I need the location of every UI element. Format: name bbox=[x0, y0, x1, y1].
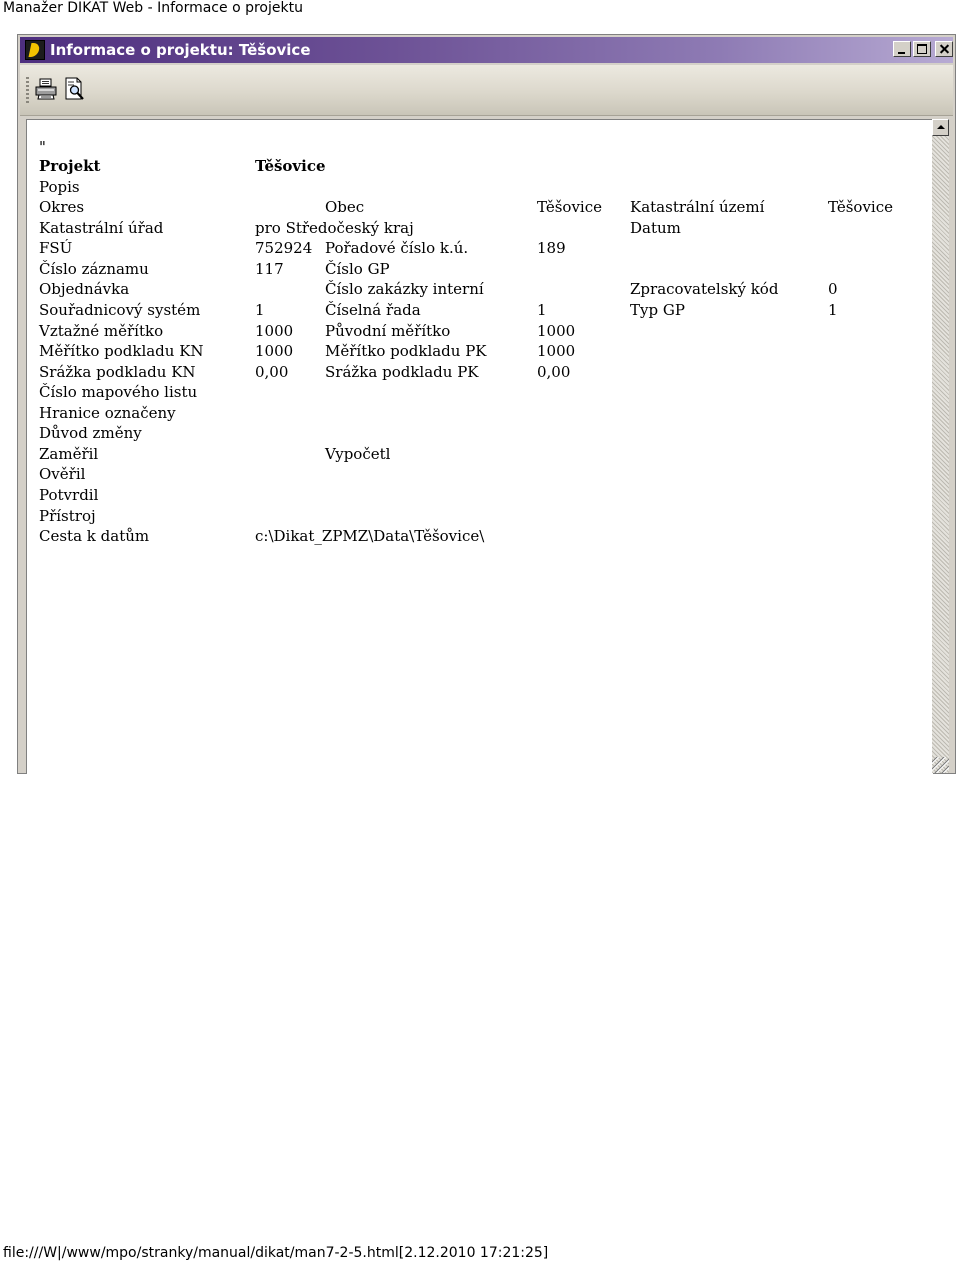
label-cislo-mapoveho-listu: Číslo mapového listu bbox=[39, 383, 198, 401]
value-souradnicovy-system: 1 bbox=[255, 301, 265, 319]
label-pristroj: Přístroj bbox=[39, 507, 96, 525]
label-meritko-podkladu-kn: Měřítko podkladu KN bbox=[39, 342, 204, 360]
label-puvodni-meritko: Původní měřítko bbox=[325, 322, 451, 340]
label-katastralni-urad: Katastrální úřad bbox=[39, 219, 164, 237]
label-poradove-cislo: Pořadové číslo k.ú. bbox=[325, 239, 469, 257]
value-ciselna-rada: 1 bbox=[537, 301, 547, 319]
label-meritko-podkladu-pk: Měřítko podkladu PK bbox=[325, 342, 487, 360]
minimize-icon[interactable] bbox=[893, 41, 911, 57]
value-vztazne-meritko: 1000 bbox=[255, 322, 294, 340]
value-cesta-k-datum: c:\Dikat_ZPMZ\Data\Těšovice\ bbox=[255, 527, 485, 545]
label-popis: Popis bbox=[39, 178, 80, 196]
print-preview-icon[interactable] bbox=[63, 77, 87, 101]
label-datum: Datum bbox=[630, 219, 681, 237]
label-souradnicovy-system: Souřadnicový systém bbox=[39, 301, 201, 319]
value-meritko-podkladu-kn: 1000 bbox=[255, 342, 294, 360]
label-hranice-oznaceny: Hranice označeny bbox=[39, 404, 176, 422]
toolbar bbox=[20, 65, 953, 116]
label-projekt: Projekt bbox=[39, 157, 101, 175]
label-fsu: FSÚ bbox=[39, 239, 73, 257]
value-zpracovatelsky-kod: 0 bbox=[828, 280, 838, 298]
value-typ-gp: 1 bbox=[828, 301, 838, 319]
page-header: Manažer DIKAT Web - Informace o projektu bbox=[3, 0, 303, 16]
value-obec: Těšovice bbox=[537, 198, 602, 216]
title-bar[interactable] bbox=[20, 37, 953, 63]
resize-grip-icon[interactable] bbox=[932, 757, 949, 773]
value-katastralni-urad: pro Středočeský kraj bbox=[255, 219, 414, 237]
label-okres: Okres bbox=[39, 198, 85, 216]
label-obec: Obec bbox=[325, 198, 365, 216]
label-srazka-podkladu-pk: Srážka podkladu PK bbox=[325, 363, 479, 381]
label-cesta-k-datum: Cesta k datům bbox=[39, 527, 150, 545]
maximize-icon[interactable] bbox=[913, 41, 931, 57]
toolbar-grip-icon[interactable] bbox=[26, 77, 29, 103]
value-srazka-podkladu-kn: 0,00 bbox=[255, 363, 289, 381]
value-cislo-zaznamu: 117 bbox=[255, 260, 284, 278]
project-info-window bbox=[17, 34, 956, 774]
value-srazka-podkladu-pk: 0,00 bbox=[537, 363, 571, 381]
label-objednavka: Objednávka bbox=[39, 280, 130, 298]
label-typ-gp: Typ GP bbox=[630, 301, 685, 319]
value-projekt: Těšovice bbox=[255, 157, 326, 175]
label-zameril: Zaměřil bbox=[39, 445, 99, 463]
label-potvrdil: Potvrdil bbox=[39, 486, 99, 504]
value-meritko-podkladu-pk: 1000 bbox=[537, 342, 576, 360]
label-cislo-zaznamu: Číslo záznamu bbox=[39, 260, 149, 278]
report-area bbox=[26, 119, 933, 774]
print-icon[interactable] bbox=[34, 77, 58, 101]
label-srazka-podkladu-kn: Srážka podkladu KN bbox=[39, 363, 196, 381]
value-poradove-cislo: 189 bbox=[537, 239, 566, 257]
label-cislo-gp: Číslo GP bbox=[325, 260, 390, 278]
label-zpracovatelsky-kod: Zpracovatelský kód bbox=[630, 280, 779, 298]
label-katastralni-uzemi: Katastrální území bbox=[630, 198, 765, 216]
value-katastralni-uzemi: Těšovice bbox=[828, 198, 893, 216]
close-icon[interactable] bbox=[935, 41, 953, 57]
label-ciselna-rada: Číselná řada bbox=[325, 301, 421, 319]
scroll-up-arrow-icon[interactable] bbox=[932, 119, 949, 136]
page-footer: file:///W|/www/mpo/stranky/manual/dikat/man7-2-5.html[2.12.2010 17:21:25] bbox=[3, 1245, 549, 1261]
window-title: Informace o projektu: Těšovice bbox=[50, 41, 311, 59]
label-vypocetl: Vypočetl bbox=[325, 445, 391, 463]
label-duvod-zmeny: Důvod změny bbox=[39, 424, 142, 442]
quote-mark: " bbox=[39, 138, 46, 156]
label-cislo-zakazky: Číslo zakázky interní bbox=[325, 280, 484, 298]
value-puvodni-meritko: 1000 bbox=[537, 322, 576, 340]
label-vztazne-meritko: Vztažné měřítko bbox=[39, 322, 164, 340]
value-fsu: 752924 bbox=[255, 239, 313, 257]
dikat-logo-icon bbox=[25, 40, 45, 60]
vertical-scrollbar[interactable] bbox=[932, 119, 949, 773]
label-overil: Ověřil bbox=[39, 465, 86, 483]
